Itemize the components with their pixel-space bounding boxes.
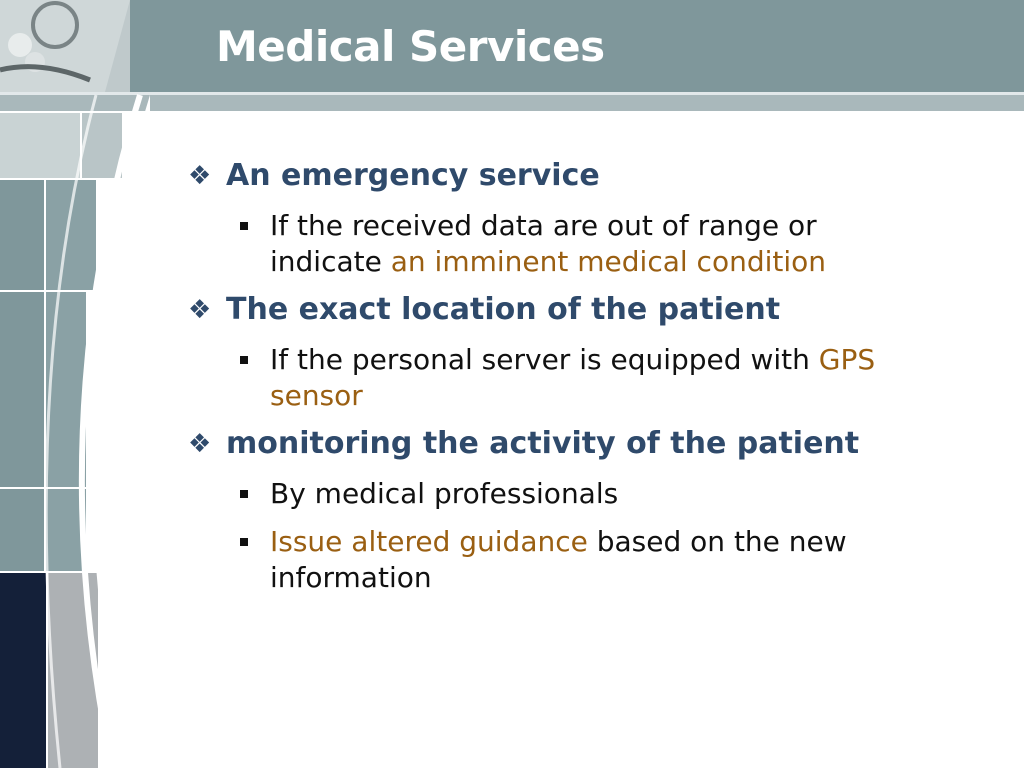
bullet-heading: monitoring the activity of the patient xyxy=(226,426,860,461)
sub-item-text: If the personal server is equipped with xyxy=(270,343,819,376)
header-divider-bottom xyxy=(0,111,1024,113)
bullet-heading: An emergency service xyxy=(226,158,600,193)
slide-title: Medical Services xyxy=(216,22,605,71)
sub-list-item xyxy=(188,476,908,512)
sub-list-item xyxy=(188,208,908,280)
square-bullet-icon xyxy=(240,222,248,230)
header-band xyxy=(0,95,1024,111)
bullet-heading: The exact location of the patient xyxy=(226,292,781,327)
decorative-side-panel xyxy=(0,0,150,768)
sub-item-text: By medical professionals xyxy=(270,477,619,510)
square-bullet-icon xyxy=(240,538,248,546)
square-bullet-icon xyxy=(240,490,248,498)
sub-list-item xyxy=(188,342,908,414)
square-bullet-icon xyxy=(240,356,248,364)
diamond-bullet-icon: ❖ xyxy=(188,161,212,191)
diamond-bullet-icon: ❖ xyxy=(188,295,212,325)
list-item xyxy=(188,158,908,194)
bullet-list xyxy=(188,158,908,608)
list-item xyxy=(188,426,908,462)
sub-item-highlight: Issue altered guidance xyxy=(270,525,588,558)
sub-item-text-tail: based on the new information xyxy=(270,525,847,594)
sub-item-highlight: GPS sensor xyxy=(270,343,876,412)
sub-item-highlight: an imminent medical condition xyxy=(390,245,827,278)
diamond-bullet-icon: ❖ xyxy=(188,429,212,459)
list-item xyxy=(188,292,908,328)
sub-item-text: If the received data are out of range or indicate xyxy=(270,209,817,278)
sub-list-item xyxy=(188,524,908,596)
